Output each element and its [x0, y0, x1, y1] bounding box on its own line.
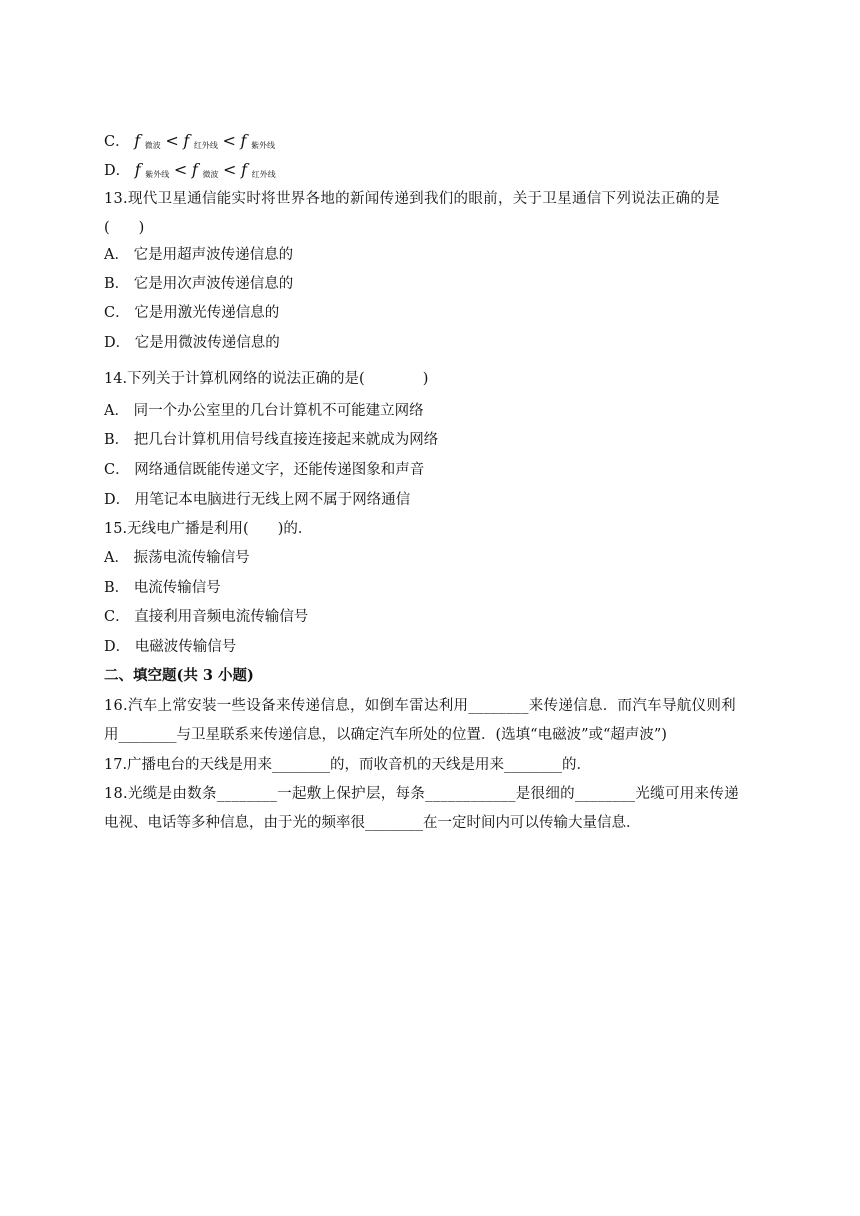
q12-option-d: [104, 160, 764, 185]
subscript: 微波: [202, 170, 219, 179]
q13-stem-line1: 13.现代卫星通信能实时将世界各地的新闻传递到我们的眼前，关于卫星通信下列说法正确的是: [104, 191, 720, 207]
q14-option-b: B． 把几台计算机用信号线直接连接起来就成为网络: [104, 432, 439, 448]
q16-line2: 用________与卫星联系来传递信息，以确定汽车所处的位置．(选填“电磁波”或“超声波”): [104, 727, 667, 743]
q15-option-d: D． 电磁波传输信号: [104, 639, 237, 655]
q13-option-b: B． 它是用次声波传递信息的: [104, 276, 294, 292]
section-heading-fill-in: 二、填空题(共 3 小题): [104, 667, 254, 684]
frequency-symbol: f: [241, 160, 247, 179]
less-than: <: [173, 160, 188, 179]
frequency-symbol: f: [183, 131, 190, 150]
q14-option-c: C． 网络通信既能传递文字，还能传递图象和声音: [104, 462, 425, 478]
q16-line1: 16.汽车上常安装一些设备来传递信息，如倒车雷达利用________来传递信息．而汽车导航仪则利: [104, 698, 736, 714]
q12-option-c: [104, 131, 764, 156]
q15-stem: 15.无线电广播是利用( )的．: [104, 521, 313, 537]
subscript: 红外线: [193, 141, 218, 150]
q15-option-b: B． 电流传输信号: [104, 580, 221, 596]
q14-option-a: A． 同一个办公室里的几台计算机不可能建立网络: [104, 403, 424, 419]
frequency-symbol: f: [134, 160, 141, 179]
q14-stem: 14.下列关于计算机网络的说法正确的是( ): [104, 371, 429, 387]
less-than: <: [222, 131, 236, 150]
q17-line1: 17.广播电台的天线是用来________的，而收音机的天线是用来________的．: [104, 757, 592, 773]
q15-option-a: A． 振荡电流传输信号: [104, 550, 250, 566]
option-letter: D．: [104, 163, 131, 179]
q13-option-d: D． 它是用微波传递信息的: [104, 335, 280, 351]
subscript: 紫外线: [251, 141, 276, 150]
less-than: <: [165, 131, 179, 150]
frequency-symbol: f: [134, 131, 141, 150]
q13-stem-line2: ( ): [104, 220, 145, 236]
q18-line2: 电视、电话等多种信息，由于光的频率很________在一定时间内可以传输大量信息．: [104, 815, 641, 831]
subscript: 微波: [144, 141, 161, 150]
subscript: 紫外线: [145, 170, 170, 179]
subscript: 红外线: [251, 170, 276, 179]
q13-option-a: A． 它是用超声波传递信息的: [104, 247, 294, 263]
option-letter: C．: [104, 134, 130, 150]
less-than: <: [223, 160, 237, 179]
q15-option-c: C． 直接利用音频电流传输信号: [104, 609, 309, 625]
frequency-symbol: f: [191, 160, 198, 179]
q13-option-c: C． 它是用激光传递信息的: [104, 305, 280, 321]
q14-option-d: D． 用笔记本电脑进行无线上网不属于网络通信: [104, 492, 411, 508]
frequency-symbol: f: [240, 131, 247, 150]
q18-line1: 18.光缆是由数条________一起敷上保护层，每条____________是很细的________光缆可用来传递: [104, 786, 739, 802]
